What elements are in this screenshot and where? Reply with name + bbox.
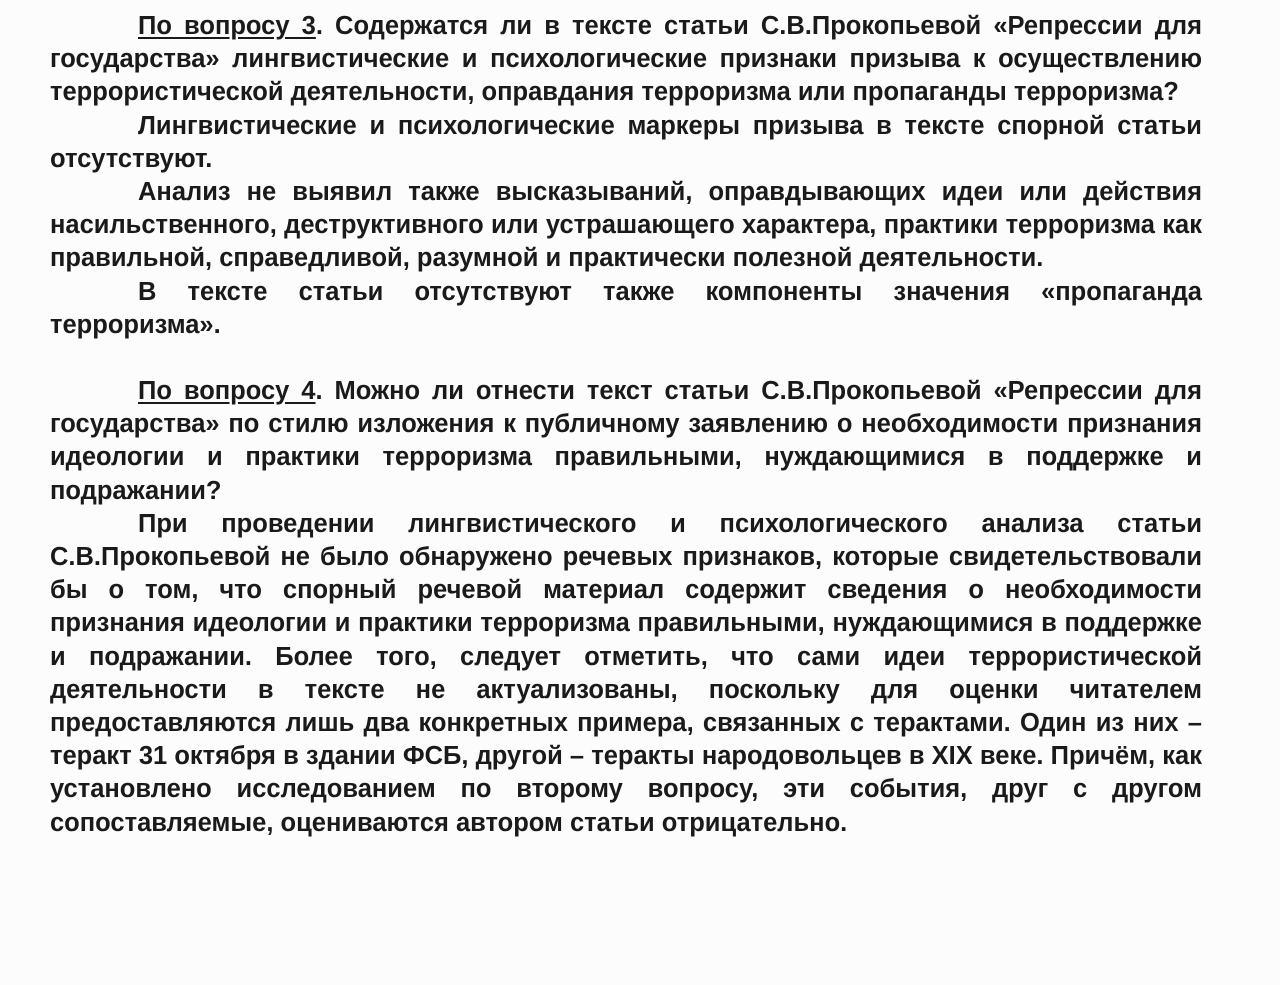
answer-3-paragraph-2: Анализ не выявил также высказываний, оправдывающих идеи или действия насильственного, деструктивного или устрашающего характера, практики терроризма как правильной, справедливой, разумной и практически полезной деятельности. — [50, 178, 1202, 273]
question-4-text: . Можно ли отнести текст статьи С.В.Прокопьевой «Репрессии для государства» по стилю изложения к публичному заявлению о необходимости признания идеологии и практики терроризма правильными, нуждающимися в поддержке и подражании? — [50, 377, 1202, 505]
question-3-paragraph — [50, 10, 1202, 110]
answer-3-paragraph-3: В тексте статьи отсутствуют также компоненты значения «пропаганда терроризма». — [50, 277, 1202, 339]
answer-3-paragraph-1: Лингвистические и психологические маркеры призыва в тексте спорной статьи отсутствуют. — [50, 111, 1202, 173]
question-3-label: По вопросу 3 — [138, 12, 316, 40]
document-body — [50, 10, 1202, 840]
section-gap — [50, 342, 1202, 375]
question-4-label: По вопросу 4 — [138, 377, 316, 406]
answer-4-paragraph-1: При проведении лингвистического и психологического анализа статьи С.В.Прокопьевой не было обнаружено речевых признаков, которые свидетельствовали бы о том, что спорный речевой материал содержит сведения о необходимости признания идеологии и практики терроризма правильными, нуждающимися в поддержке и подражании. Более того, следует отметить, что сами идеи террористической деятельности в тексте не актуализованы, поскольку для оценки читателем предоставляются лишь два конкретных примера, связанных с терактами. Один из них – теракт 31 октября в здании ФСБ, другой – теракты народовольцев в XIX веке. Причём, как установлено исследованием по второму вопросу, эти события, друг с другом сопоставляемые, оцениваются автором статьи отрицательно. — [50, 509, 1202, 837]
question-4-paragraph — [50, 375, 1202, 508]
question-3-text: . Содержатся ли в тексте статьи С.В.Прокопьевой «Репрессии для государства» лингвистические и психологические признаки призыва к осуществлению террористической деятельности, оправдания терроризма или пропаганды терроризма? — [50, 12, 1202, 107]
